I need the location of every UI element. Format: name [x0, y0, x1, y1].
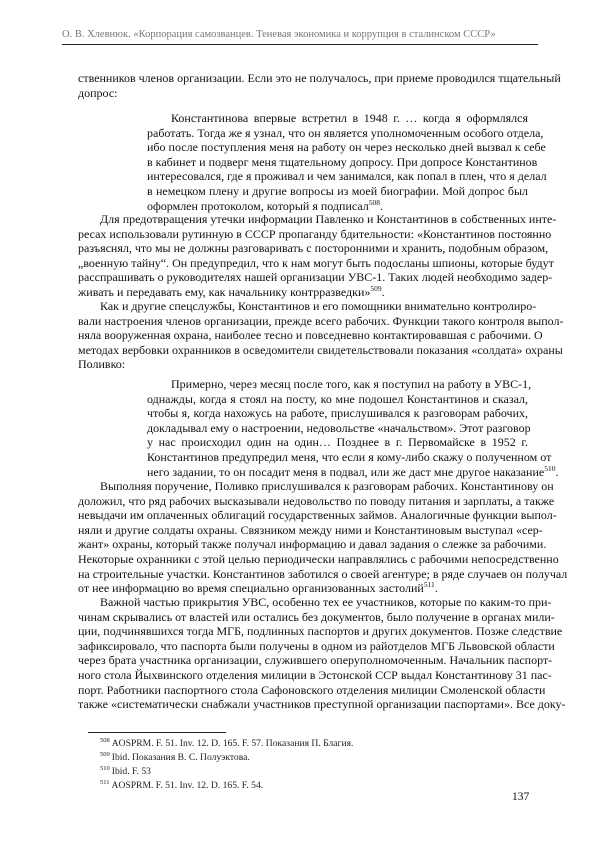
punctuation: .: [381, 284, 385, 299]
text-line: [78, 638, 555, 654]
text-line: [147, 140, 546, 155]
line-text: расспрашивать о руководителях нашей организации УВС-1. Таких людей необходимо задер-: [78, 270, 553, 285]
footnotes: [100, 737, 353, 793]
text-line: [78, 328, 543, 343]
text-line: [147, 125, 544, 141]
line-text: ственников членов организации. Если это не получалось, при приеме проводился тщательный: [78, 71, 561, 85]
footnote-ref[interactable]: 511: [423, 580, 435, 590]
line-text: в немецком плену и другие вопросы из моей биографии. Мой допрос был: [147, 183, 528, 198]
block-quote: [147, 111, 547, 213]
text-line: [78, 71, 561, 86]
line-text: ресах использовали рутинную в СССР пропаганду бдительности: «Константинов постоянно: [78, 226, 552, 241]
text-line: [78, 212, 557, 227]
line-text: ибо после поступления меня на работу он через несколько дней вызвал к себе: [147, 140, 546, 155]
footnote-number: 510: [100, 765, 110, 772]
text-line: [78, 508, 557, 523]
footnote-ref[interactable]: 509: [370, 283, 382, 293]
punctuation: .: [380, 198, 384, 213]
footnote-ref[interactable]: 508: [368, 197, 381, 207]
paragraph: [78, 212, 557, 300]
line-text: в кабинет и подверг меня тщательному допросу. При допросе Константинов: [147, 154, 538, 169]
footnote: [100, 779, 353, 793]
paragraph: [78, 299, 564, 372]
text-line: [78, 697, 566, 712]
text-line: [147, 199, 528, 214]
block-quote: [147, 377, 559, 479]
text-line: [78, 342, 563, 358]
text-line: [78, 493, 555, 509]
text-line: [78, 313, 564, 329]
text-line: [78, 270, 553, 285]
line-text: методах вербовки охранников в осведомители свидетельствовали показания «солдата» охраны: [78, 342, 563, 357]
line-text: допрос:: [78, 85, 118, 100]
footnote: [100, 765, 353, 779]
text-line: [147, 406, 528, 421]
text-line: [147, 184, 528, 199]
paragraph: [78, 479, 568, 596]
line-text: разъяснял, что мы не должны разговаривать с посторонними и хранить, подобным образом,: [78, 241, 549, 256]
line-text: жант» охраны, который также получал информацию и давал задания о слежке за рабочими.: [78, 537, 547, 552]
text-line: [78, 226, 552, 242]
footnote-text: AOSPRM. F. 51. Inv. 12. D. 165. F. 57. Показания П. Благия.: [111, 738, 354, 749]
line-text: доложил, что ряд рабочих высказывали недовольство по поводу питания и зарплаты, а также: [78, 493, 555, 508]
text-line: [78, 255, 554, 271]
text-line: [147, 449, 552, 465]
footnote-ref[interactable]: 510: [544, 463, 556, 473]
text-line: [78, 357, 528, 372]
paragraph: [78, 71, 561, 100]
footnote-number: 509: [100, 751, 110, 758]
footnote: [100, 737, 353, 751]
line-text: Как и другие спецслужбы, Константинов и его помощники внимательно контролиро-: [100, 299, 537, 313]
text-line: [147, 111, 528, 126]
text-line: [78, 653, 553, 668]
text-line: [78, 522, 543, 538]
line-text: докладывал ему о настроении, недовольстве «начальством». Этот разговор: [147, 420, 531, 435]
text-line: [78, 624, 563, 639]
line-text: интересовался, где я проживал и чем занимался, как попал в плен, что я делал: [147, 169, 547, 184]
line-text: Константинова впервые встретил в 1948 г. … когда я оформлялся: [171, 111, 528, 125]
text-line: [78, 537, 547, 552]
text-line: [78, 667, 552, 683]
line-text: Константинов предупредил меня, что если я кому-либо скажу о полученном от: [147, 449, 552, 464]
line-text: чинам скрывались от властей или остались без документов, было получение в органах мили-: [78, 609, 555, 624]
text-line: [147, 392, 528, 407]
header-divider: [62, 44, 538, 45]
line-text: работать. Тогда же я узнал, что он является уполномоченным особого отдела,: [147, 125, 544, 140]
line-text: ного стола Йыхвинского отделения милиции в Эстонской ССР выдал Константинову 31 пас-: [78, 667, 552, 682]
footnote: [100, 751, 353, 765]
footnote-text: AOSPRM. F. 51. Inv. 12. D. 165. F. 54.: [111, 780, 264, 791]
line-text: порт. Работники паспортного стола Сафоновского отделения милиции Смоленской области: [78, 682, 546, 697]
line-text: вали настроения членов организации, прежде всего рабочих. Функции такого контроля выпол-: [78, 313, 564, 328]
text-line: [78, 551, 559, 567]
line-text: ции, подчинявшихся тогда МГБ, подлинных паспортов и других документов. Позже следствие: [78, 624, 563, 639]
text-line: [147, 169, 547, 184]
footnote-divider: [88, 732, 226, 733]
line-text: „военную тайну“. Он предупредил, что к нам могут быть подосланы шпионы, которые будут: [78, 255, 554, 270]
text-line: [147, 420, 531, 436]
line-text: чтобы я, когда нахожусь на работе, прислушивался к разговорам рабочих,: [147, 406, 528, 421]
footnote-number: 508: [100, 737, 110, 744]
text-line: [78, 285, 528, 300]
line-text: Выполняя поручение, Поливко прислушивался к разговорам рабочих. Константинову он: [100, 479, 554, 493]
text-line: [147, 463, 559, 480]
footnote-number: 511: [100, 779, 110, 786]
line-text: Поливко:: [78, 357, 126, 372]
text-line: [78, 566, 568, 582]
footnote-text: Ibid. F. 53: [111, 766, 151, 777]
text-line: [78, 682, 546, 698]
line-text: Важной частью прикрытия УВС, особенно тех ее участников, которые по каким-то при-: [100, 595, 552, 609]
text-line: [78, 86, 528, 101]
running-header: О. В. Хлевнюк. «Корпорация самозванцев. Теневая экономика и коррупция в сталинском СССР»: [62, 29, 496, 40]
line-text: от нее информацию во время специально организованных застолий: [78, 581, 424, 596]
line-text: Примерно, через месяц после того, как я поступил на работу в УВС-1,: [171, 377, 532, 391]
line-text: через брата участника организации, служившего оперуполномоченным. Начальник паспорт-: [78, 653, 553, 668]
text-line: [78, 595, 552, 610]
line-text: него задании, то он посадит меня в подвал, или же даст мне другое наказание: [147, 464, 545, 479]
text-line: [78, 609, 555, 625]
line-text: зафиксировало, что паспорта были получены в одном из райотделов МГБ Львовской области: [78, 638, 555, 653]
paragraph: [78, 595, 566, 712]
line-text: Некоторые охранники с этой целью периодически направлялись с рабочими непосредственно: [78, 551, 559, 566]
line-text: однажды, когда я стоял на посту, ко мне подошел Константинов и сказал,: [147, 391, 528, 406]
line-text: оформлен протоколом, который я подписал: [147, 198, 369, 213]
line-text: Для предотвращения утечки информации Павленко и Константинов в собственных инте-: [100, 212, 557, 226]
text-line: [78, 581, 528, 596]
line-text: живать и передавать ему, как начальнику контрразведки»: [78, 284, 371, 299]
text-line: [78, 299, 537, 314]
text-line: [147, 435, 528, 450]
line-text: няли и другие солдаты охраны. Связником между ними и Константиновым выступал «сер-: [78, 522, 543, 537]
text-line: [147, 154, 538, 170]
text-line: [78, 241, 549, 256]
text-line: [147, 377, 532, 392]
punctuation: .: [434, 581, 438, 596]
line-text: также «систематически снабжали участников преступной организации паспортами». Все доку-: [78, 697, 566, 712]
line-text: няла вооруженная охрана, наиболее тесно и повседневно контактировавшая с рабочими. О: [78, 328, 543, 343]
punctuation: .: [555, 464, 559, 479]
text-line: [78, 479, 554, 494]
line-text: на строительные участки. Константинов заботился о своей агентуре; в ряде случаев он получал: [78, 566, 568, 581]
footnote-text: Ibid. Показания В. С. Полуэктова.: [111, 752, 250, 763]
line-text: у нас происходил один на один… Позднее в г. Первомайске в 1952 г.: [147, 435, 528, 450]
page-number: 137: [512, 791, 530, 803]
line-text: невыдачи им оплаченных облигаций государственных займов. Аналогичные функции выпол-: [78, 508, 557, 523]
